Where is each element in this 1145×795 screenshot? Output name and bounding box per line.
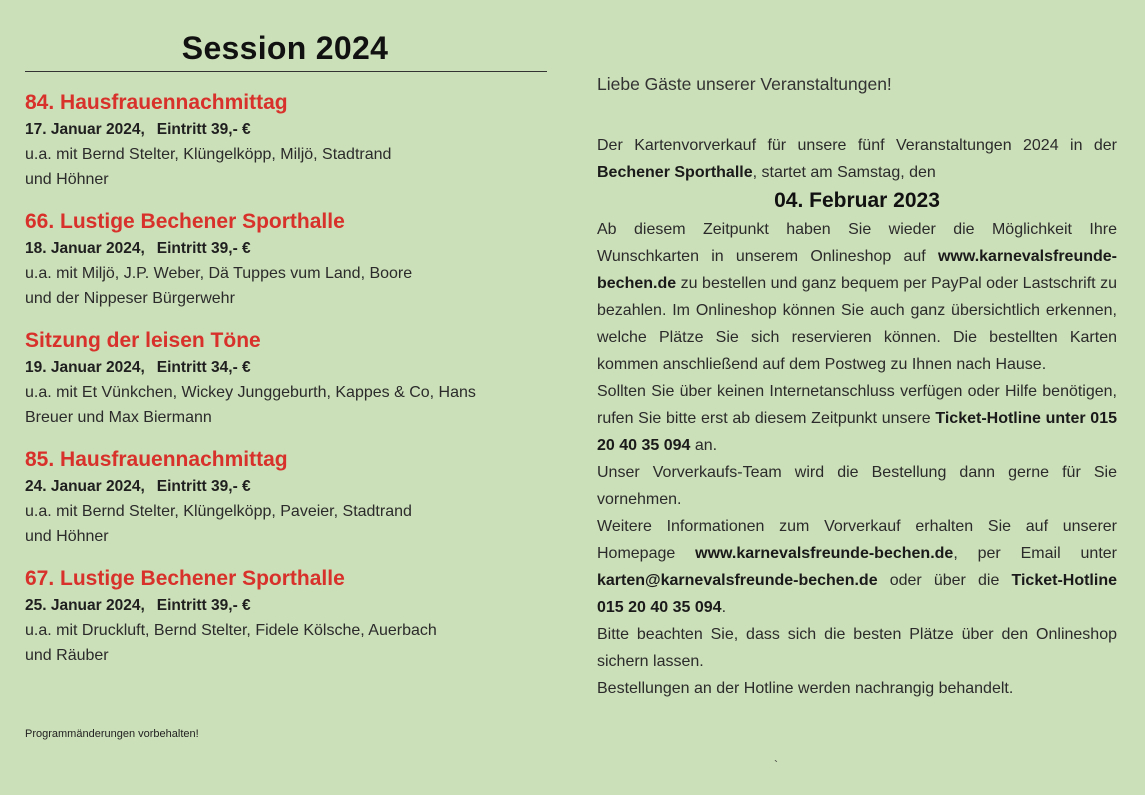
- event-2: [25, 209, 550, 311]
- presale-intro: [597, 132, 1117, 186]
- event-artists: [25, 261, 525, 311]
- event-date: 18. Januar 2024,: [25, 240, 145, 257]
- event-admission: Eintritt 39,- €: [156, 121, 251, 138]
- event-artists: [25, 142, 525, 192]
- onlineshop-text-2: zu bestellen und ganz bequem per PayPal oder Lastschrift zu bezahlen. Im Onlineshop können Sie auch ganz übersichtlich erkennen, welche Plätze Sie sich reservieren können. Die bestellten Karten kommen anschließend auf dem Postweg zu Ihnen nach Hause.: [597, 275, 1117, 373]
- event-date: 25. Januar 2024,: [25, 597, 145, 614]
- event-admission: Eintritt 39,- €: [156, 478, 251, 495]
- info-text-3: oder über die: [889, 572, 1000, 589]
- page-title: Session 2024: [181, 30, 389, 66]
- event-name: Sitzung der leisen Töne: [25, 329, 261, 352]
- onlineshop-text: Ab diesem Zeitpunkt haben Sie wieder die Möglichkeit Ihre Wunschkarten in unserem Onlineshop auf: [597, 221, 1117, 265]
- info-text-4: .: [721, 599, 727, 616]
- event-date-line: [25, 475, 550, 499]
- info-text-2: , per Email unter: [953, 545, 1117, 562]
- ticket-hotline: Ticket-Hotline 015 20 40 35 094: [597, 572, 1117, 616]
- hotline-number: Ticket-Hotline unter 015 20 40 35 094: [597, 410, 1117, 454]
- event-4: [25, 447, 550, 549]
- event-artists: [25, 380, 525, 430]
- artists-line: und Räuber: [25, 647, 109, 664]
- team-paragraph: Unser Vorverkaufs-Team wird die Bestellung dann gerne für Sie vornehmen.: [597, 464, 1117, 508]
- artists-line: u.a. mit Bernd Stelter, Klüngelköpp, Miljö, Stadtrand: [25, 146, 392, 163]
- hotline-text: Sollten Sie über keinen Internetanschluss verfügen oder Hilfe benötigen, rufen Sie bitte erst ab diesem Zeitpunkt unsere: [597, 383, 1117, 427]
- event-name: 67. Lustige Bechener Sporthalle: [25, 567, 345, 590]
- event-5: [25, 566, 550, 668]
- title-divider: [25, 71, 547, 72]
- event-admission: Eintritt 39,- €: [156, 240, 251, 257]
- event-3: [25, 328, 550, 430]
- info-column: [597, 70, 1117, 702]
- artists-line: u.a. mit Et Vünkchen, Wickey Junggeburth, Kappes & Co, Hans: [25, 384, 476, 401]
- info-text: Weitere Informationen zum Vorverkauf erhalten Sie auf unserer Homepage: [597, 518, 1117, 562]
- hotline-paragraph: [597, 378, 1117, 459]
- artists-line: Breuer und Max Biermann: [25, 409, 212, 426]
- event-date-line: [25, 594, 550, 618]
- homepage-link[interactable]: www.karnevalsfreunde-bechen.de: [695, 545, 954, 562]
- event-1: [25, 90, 550, 192]
- event-name: 84. Hausfrauennachmittag: [25, 91, 288, 114]
- artists-line: und der Nippeser Bürgerwehr: [25, 290, 235, 307]
- onlineshop-paragraph: [597, 216, 1117, 378]
- event-date-line: [25, 118, 550, 142]
- artists-line: und Höhner: [25, 171, 109, 188]
- event-date-line: [25, 356, 550, 380]
- presale-intro-text-2: , startet am Samstag, den: [752, 164, 936, 181]
- artists-line: u.a. mit Druckluft, Bernd Stelter, Fidele Kölsche, Auerbach: [25, 622, 437, 639]
- event-date-line: [25, 237, 550, 261]
- artists-line: u.a. mit Miljö, J.P. Weber, Dä Tuppes vum Land, Boore: [25, 265, 413, 282]
- event-artists: [25, 618, 525, 668]
- hotline-priority-paragraph: Bestellungen an der Hotline werden nachrangig behandelt.: [597, 680, 1014, 697]
- email-link[interactable]: karten@karnevalsfreunde-bechen.de: [597, 572, 878, 589]
- stray-mark: `: [774, 758, 778, 772]
- event-date: 19. Januar 2024,: [25, 359, 145, 376]
- website-link[interactable]: www.karnevalsfreunde-bechen.de: [597, 248, 1117, 292]
- event-date: 24. Januar 2024,: [25, 478, 145, 495]
- event-artists: [25, 499, 525, 549]
- program-column: [25, 30, 550, 668]
- event-admission: Eintritt 34,- €: [156, 359, 251, 376]
- program-note: Programmänderungen vorbehalten!: [25, 728, 199, 740]
- artists-line: und Höhner: [25, 528, 109, 545]
- artists-line: u.a. mit Bernd Stelter, Klüngelköpp, Paveier, Stadtrand: [25, 503, 412, 520]
- event-admission: Eintritt 39,- €: [156, 597, 251, 614]
- presale-intro-text: Der Kartenvorverkauf für unsere fünf Veranstaltungen 2024 in der: [597, 137, 1117, 154]
- presale-date: 04. Februar 2023: [774, 189, 940, 212]
- greeting: Liebe Gäste unserer Veranstaltungen!: [597, 74, 892, 94]
- event-name: 85. Hausfrauennachmittag: [25, 448, 288, 471]
- info-paragraph: [597, 513, 1117, 621]
- venue-name: Bechener Sporthalle: [597, 164, 753, 181]
- event-date: 17. Januar 2024,: [25, 121, 145, 138]
- hotline-text-2: an.: [694, 437, 718, 454]
- best-seats-paragraph: Bitte beachten Sie, dass sich die besten Plätze über den Onlineshop sichern lassen.: [597, 626, 1117, 670]
- event-name: 66. Lustige Bechener Sporthalle: [25, 210, 345, 233]
